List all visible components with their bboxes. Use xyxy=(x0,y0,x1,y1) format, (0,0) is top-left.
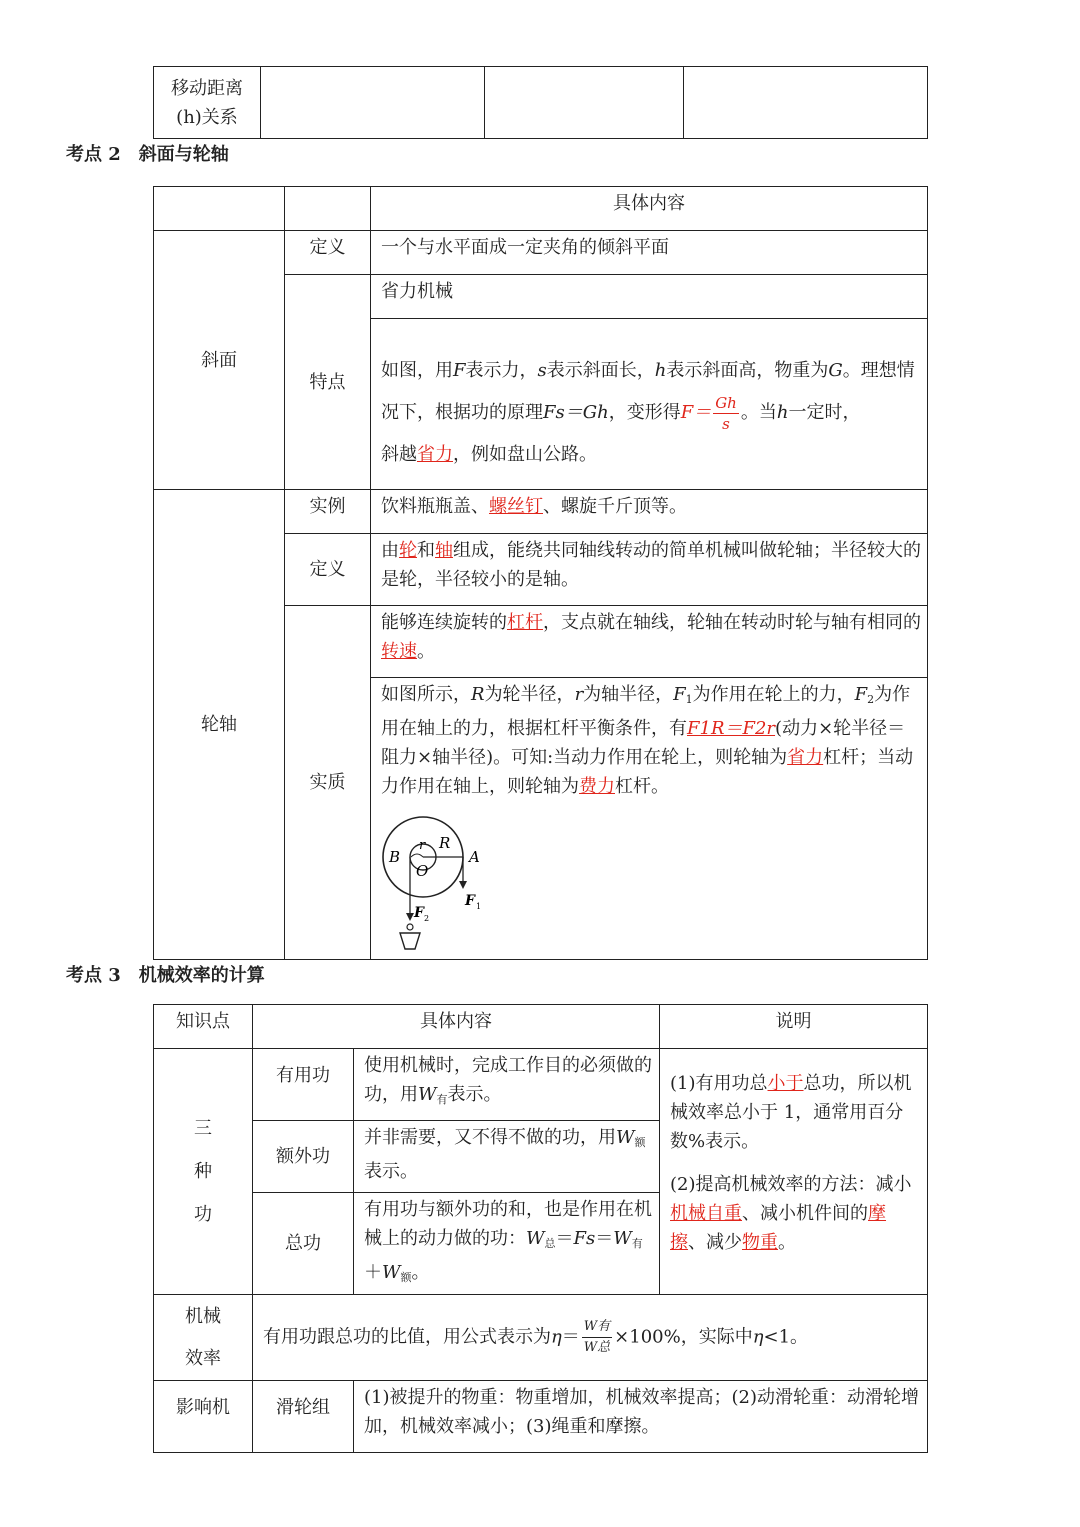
table-top-fragment xyxy=(153,66,928,139)
note-cell xyxy=(660,1049,928,1295)
figure-label-F2-sub: 2 xyxy=(424,914,430,923)
section-heading-3: 考点 3 机械效率的计算 xyxy=(66,965,265,986)
wheel-example-label: 实例 xyxy=(285,490,371,534)
figure-label-B: B xyxy=(389,848,401,866)
efficiency-text: 有用功跟总功的比值，用公式表示为η＝ $\frac{\text{W有}}{\text{W总}}$ ×100%，实际中η<1。 xyxy=(253,1295,928,1381)
figure-label-r: r xyxy=(419,838,426,853)
empty-cell xyxy=(485,67,684,139)
incline-def-label: 定义 xyxy=(285,231,371,275)
wheel-example-text: 饮料瓶瓶盖、螺丝钉、螺旋千斤顶等。 xyxy=(371,490,928,534)
answer-save-force: 省力 xyxy=(417,444,453,465)
incline-wheel-table xyxy=(153,186,928,960)
figure-label-O: O xyxy=(416,862,429,880)
influence-label: 影响机 xyxy=(154,1381,253,1453)
empty-header-cell xyxy=(154,187,285,231)
empty-cell xyxy=(261,67,485,139)
empty-cell xyxy=(684,67,928,139)
incline-feature-2: 如图，用F表示力，s表示斜面长，h表示斜面高，物重为G。理想情况下，根据功的原理Fs＝Gh，变形得F＝ $\frac{Gh}{s}$ 。当h一定时， 斜越省力，例如盘山公路。 xyxy=(371,319,928,490)
efficiency-table xyxy=(153,1004,928,1453)
total-work-label: 总功 xyxy=(253,1193,354,1295)
header-content: 具体内容 xyxy=(253,1005,660,1049)
incline-label: 斜面 xyxy=(154,231,285,490)
figure-label-F2: F xyxy=(414,905,424,921)
extra-work-label: 额外功 xyxy=(253,1121,354,1193)
wheel-essence-label: 实质 xyxy=(285,606,371,960)
wheel-axle-figure xyxy=(381,815,491,955)
distance-label-line2: (h)关系 xyxy=(176,106,238,128)
figure-label-A: A xyxy=(469,848,480,866)
pulley-label: 滑轮组 xyxy=(253,1381,354,1453)
wheel-essence-1: 能够连续旋转的杠杆，支点就在轴线，轮轴在转动时轮与轴有相同的转速。 xyxy=(371,606,928,678)
header-note: 说明 xyxy=(660,1005,928,1049)
useful-work-label: 有用功 xyxy=(253,1049,354,1121)
useful-work-text: 使用机械时，完成工作目的必须做的功，用$W_有$表示。 xyxy=(354,1049,660,1121)
wheel-axle-label: 轮轴 xyxy=(154,490,285,960)
incline-feature-label: 特点 xyxy=(285,275,371,490)
distance-relation-label xyxy=(154,67,261,139)
section-heading-2: 考点 2 斜面与轮轴 xyxy=(66,144,229,165)
empty-header-cell xyxy=(285,187,371,231)
incline-def-text: 一个与水平面成一定夹角的倾斜平面 xyxy=(371,231,928,275)
note-2: (2)提高机械效率的方法：减小机械自重、减小机件间的摩擦、减少物重。 xyxy=(670,1174,912,1253)
incline-formula: F＝ $\frac{Gh}{s}$ xyxy=(680,393,737,433)
efficiency-label: 机械 效率 xyxy=(154,1295,253,1381)
pulley-text: (1)被提升的物重：物重增加，机械效率提高；(2)动滑轮重：动滑轮增加，机械效率减小；(3)绳重和摩擦。 xyxy=(354,1381,928,1453)
answer-lever-equation: F1R＝F2r xyxy=(687,718,776,739)
content-header: 具体内容 xyxy=(371,187,928,231)
distance-label-line1: 移动距离 xyxy=(171,77,243,99)
three-kinds-of-work-label: 三 种 功 xyxy=(154,1049,253,1295)
figure-label-F1-sub: 1 xyxy=(476,902,482,911)
total-work-text: 有用功与额外功的和，也是作用在机械上的动力做的功：$W_总=Fs=W_有+W_额$。 xyxy=(354,1193,660,1295)
wheel-essence-2: 如图所示，R为轮半径，r为轴半径，$F_1$为作用在轮上的力，$F_2$为作用在轴上的力，根据杠杆平衡条件，有F1R＝F2r(动力×轮半径＝阻力×轴半径)。可知:当动力作用在轮上，则轮轴为省力杠杆；当动力作用在轴上，则轮轴为费力杠杆。 r R B O A F 1 F 2 xyxy=(371,678,928,960)
figure-label-R: R xyxy=(439,834,451,852)
wheel-def-text: 由轮和轴组成，能绕共同轴线转动的简单机械叫做轮轴；半径较大的是轮，半径较小的是轴。 xyxy=(371,534,928,606)
extra-work-text: 并非需要，又不得不做的功，用$W_额$表示。 xyxy=(354,1121,660,1193)
incline-feature-1: 省力机械 xyxy=(371,275,928,319)
note-1: (1)有用功总小于总功，所以机械效率总小于 1，通常用百分数%表示。 xyxy=(670,1073,912,1152)
figure-label-F1: F xyxy=(465,893,475,909)
wheel-def-label: 定义 xyxy=(285,534,371,606)
header-knowledge: 知识点 xyxy=(154,1005,253,1049)
